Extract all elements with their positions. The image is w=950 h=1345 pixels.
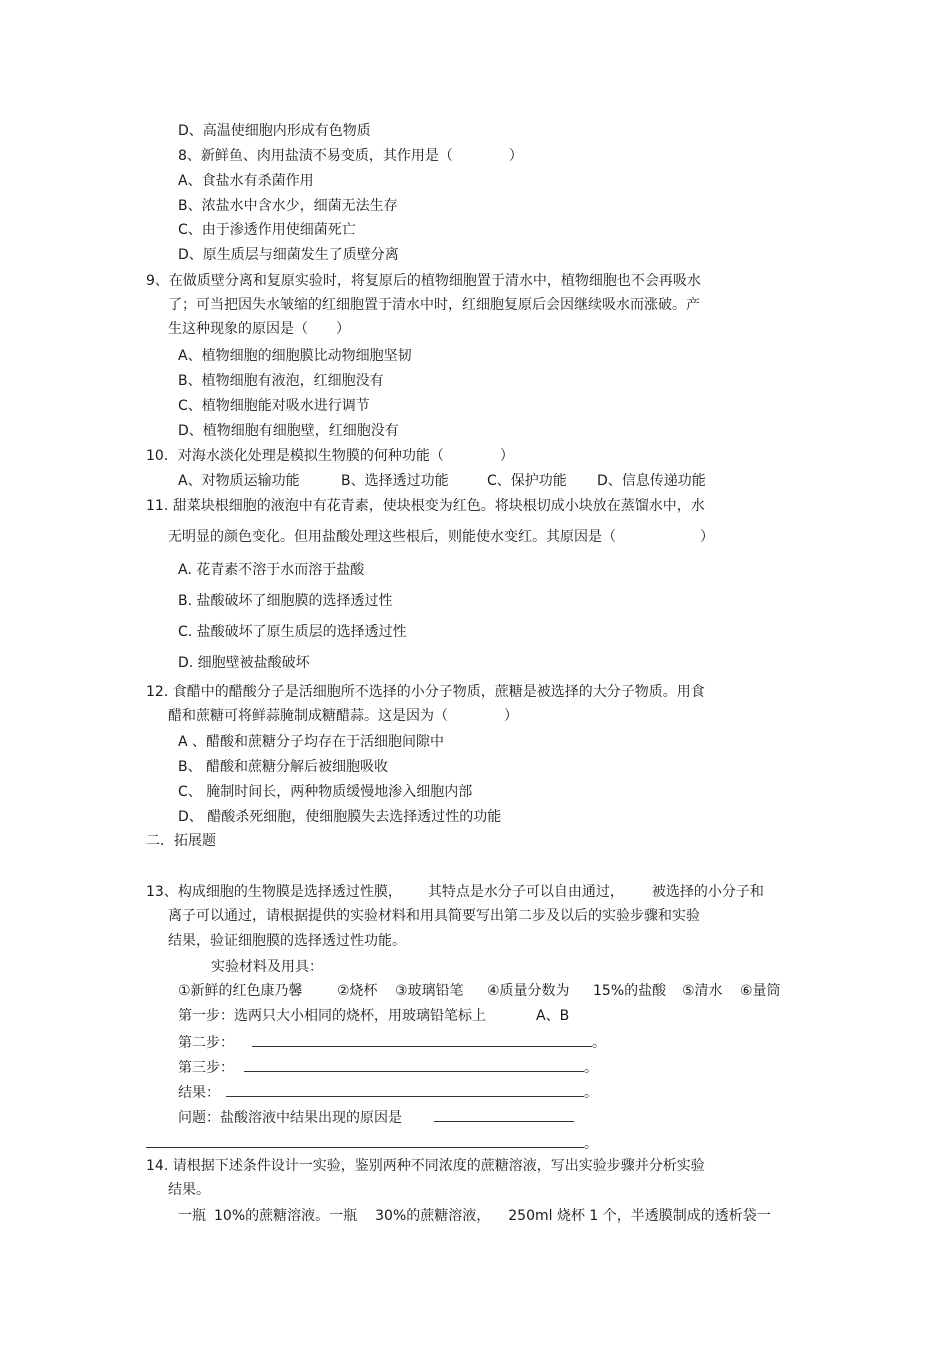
q13-result-blank[interactable]	[226, 1082, 584, 1097]
q11-option-a: A. 花青素不溶于水而溶于盐酸	[178, 562, 365, 578]
q10-option-a: A、对物质运输功能	[178, 473, 300, 489]
q14-stem-line2: 结果。	[168, 1182, 210, 1198]
q13-step2-blank[interactable]	[252, 1032, 592, 1047]
q13-stem-line1	[146, 883, 764, 901]
q13-step3-period: 。	[584, 1060, 598, 1076]
q13-step2	[178, 1032, 606, 1052]
q13-material-2: ②烧杯	[337, 983, 378, 999]
q13-question-line2	[146, 1133, 598, 1153]
q12-option-a: A 、醋酸和蔗糖分子均存在于活细胞间隙中	[178, 734, 445, 750]
q13-result-label: 结果：	[178, 1085, 220, 1101]
q11-stem-line1: 11. 甜菜块根细胞的液泡中有花青素，使块根变为红色。将块根切成小块放在蒸馏水中，水	[146, 498, 705, 514]
q13-step2-period: 。	[592, 1035, 606, 1051]
q13-question-blank[interactable]	[434, 1107, 574, 1122]
q14-cond-3: 30%的蔗糖溶液，	[375, 1208, 491, 1224]
q13-result	[178, 1082, 598, 1102]
q11-stem-line2: 无明显的颜色变化。但用盐酸处理这些根后，则能使水变红。其原因是（ ）	[168, 529, 714, 545]
q13-stem-line3: 结果，验证细胞膜的选择透过性功能。	[168, 933, 406, 949]
q12-stem-line2: 醋和蔗糖可将鲜蒜腌制成糖醋蒜。这是因为（ ）	[168, 708, 518, 724]
q13-stem-part2: 其特点是水分子可以自由通过，	[427, 884, 624, 900]
q14-cond-1: 一瓶	[178, 1208, 206, 1224]
q12-option-c: C、 腌制时间长，两种物质缓慢地渗入细胞内部	[178, 784, 473, 800]
q9-option-b: B、植物细胞有液泡，红细胞没有	[178, 373, 384, 389]
q11-option-c: C. 盐酸破坏了原生质层的选择透过性	[178, 624, 407, 640]
q10-option-c: C、保护功能	[487, 473, 567, 489]
q13-material-4b: 15%的盐酸	[593, 983, 667, 999]
q13-material-5: ⑤清水	[682, 983, 723, 999]
q10-option-d: D、信息传递功能	[597, 473, 706, 489]
q13-stem-part3: 被选择的小分子和	[651, 884, 764, 900]
q13-material-3: ③玻璃铅笔	[395, 983, 464, 999]
q12-option-d: D、 醋酸杀死细胞，使细胞膜失去选择透过性的功能	[178, 809, 502, 825]
q14-conditions	[178, 1207, 771, 1225]
q13-step2-label: 第二步：	[178, 1035, 234, 1051]
q14-stem-line1: 14. 请根据下述条件设计一实验，鉴别两种不同浓度的蔗糖溶液，写出实验步骤并分析实验	[146, 1158, 705, 1174]
q8-option-d: D、原生质层与细菌发生了质壁分离	[178, 247, 399, 263]
q13-result-period: 。	[584, 1085, 598, 1101]
q13-step1	[178, 1007, 569, 1025]
q13-step3-blank[interactable]	[244, 1057, 584, 1072]
q13-question-text: 问题：盐酸溶液中结果出现的原因是	[178, 1110, 402, 1126]
q13-question-blank-2[interactable]	[146, 1133, 584, 1148]
q13-question-period: 。	[584, 1136, 598, 1152]
q13-question	[178, 1107, 574, 1127]
q11-option-b: B. 盐酸破坏了细胞膜的选择透过性	[178, 593, 393, 609]
q8-option-a: A、食盐水有杀菌作用	[178, 173, 314, 189]
q13-step3-label: 第三步：	[178, 1060, 234, 1076]
q10-stem: 10．对海水淡化处理是模拟生物膜的何种功能（ ）	[146, 448, 514, 464]
q8-option-b: B、浓盐水中含水少，细菌无法生存	[178, 198, 398, 214]
q12-option-b: B、 醋酸和蔗糖分解后被细胞吸收	[178, 759, 389, 775]
q13-step1-text: 第一步：选两只大小相同的烧杯，用玻璃铅笔标上	[178, 1008, 486, 1024]
q13-stem-line2: 离子可以通过，请根据提供的实验材料和用具简要写出第二步及以后的实验步骤和实验	[168, 908, 700, 924]
section-heading: 二．拓展题	[146, 833, 216, 849]
q12-stem-line1: 12. 食醋中的醋酸分子是活细胞所不选择的小分子物质，蔗糖是被选择的大分子物质。用食	[146, 684, 705, 700]
q14-cond-4: 250ml 烧杯 1 个，半透膜制成的透析袋一	[508, 1208, 771, 1224]
q9-option-d: D、植物细胞有细胞壁，红细胞没有	[178, 423, 399, 439]
q8-stem: 8、新鲜鱼、肉用盐渍不易变质，其作用是（ ）	[178, 148, 523, 164]
q9-option-a: A、植物细胞的细胞膜比动物细胞坚韧	[178, 348, 412, 364]
q13-material-4: ④质量分数为	[487, 983, 570, 999]
q9-stem-line3: 生这种现象的原因是（ ）	[168, 321, 350, 337]
q14-cond-2: 10%的蔗糖溶液。一瓶	[214, 1208, 358, 1224]
q13-materials-title: 实验材料及用具：	[211, 959, 323, 975]
q8-option-c: C、由于渗透作用使细菌死亡	[178, 222, 356, 238]
q13-step3	[178, 1057, 598, 1077]
q9-option-c: C、植物细胞能对吸水进行调节	[178, 398, 370, 414]
q13-stem-part1: 13、构成细胞的生物膜是选择透过性膜，	[146, 884, 402, 900]
q9-stem-line1: 9、在做质壁分离和复原实验时，将复原后的植物细胞置于清水中，植物细胞也不会再吸水	[146, 273, 701, 289]
q11-option-d: D. 细胞壁被盐酸破坏	[178, 655, 310, 671]
q9-stem-line2: 了；可当把因失水皱缩的红细胞置于清水中时，红细胞复原后会因继续吸水而涨破。产	[168, 297, 700, 313]
q13-material-1: ①新鲜的红色康乃馨	[178, 983, 303, 999]
q10-option-b: B、选择透过功能	[341, 473, 449, 489]
q13-material-6: ⑥量筒	[740, 983, 781, 999]
q13-step1-labels: A、B	[536, 1008, 570, 1024]
q7-option-d: D、高温使细胞内形成有色物质	[178, 123, 371, 139]
